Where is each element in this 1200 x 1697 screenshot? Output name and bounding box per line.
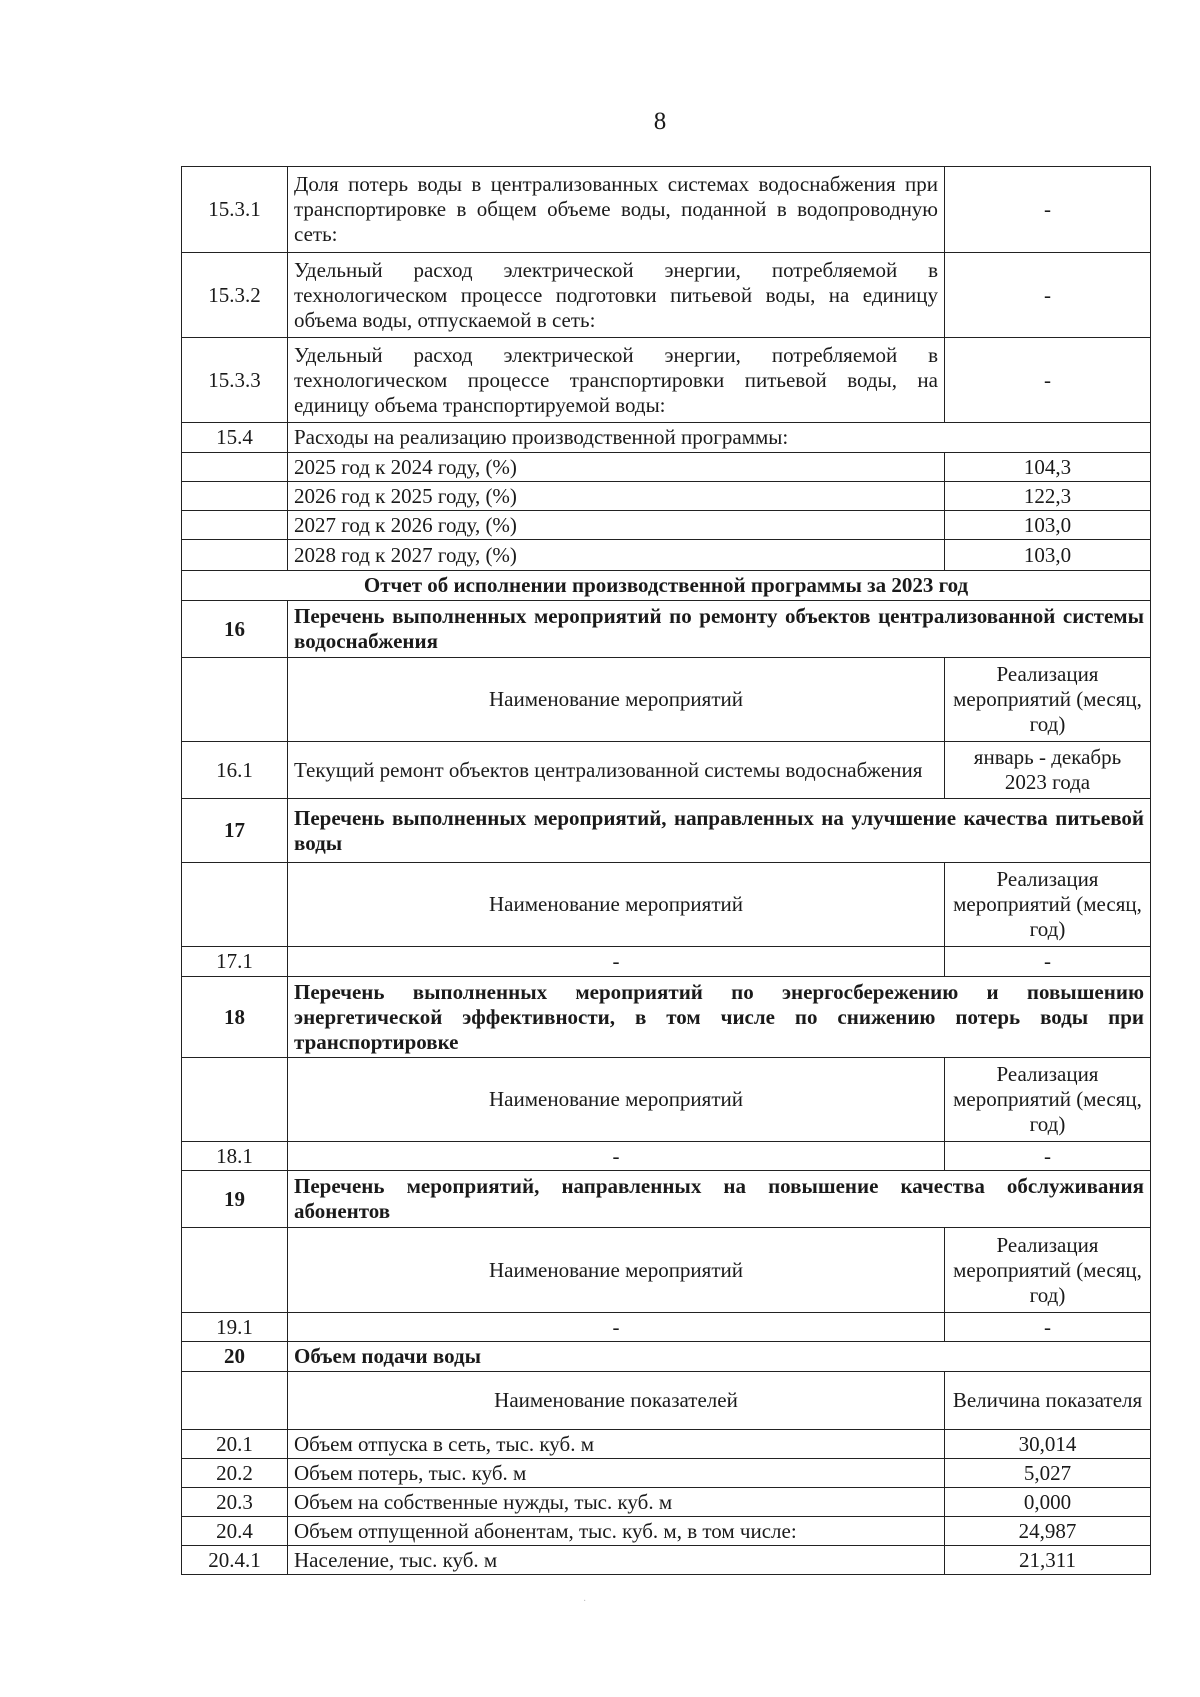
- row-value: 21,311: [945, 1546, 1151, 1575]
- table-row: [182, 658, 1151, 742]
- table-row: [182, 453, 1151, 482]
- table-row: [182, 1546, 1151, 1575]
- row-value: январь - декабрь 2023 года: [945, 742, 1151, 799]
- column-header-value: Реализация мероприятий (месяц, год): [945, 1058, 1151, 1142]
- row-value: 5,027: [945, 1459, 1151, 1488]
- row-number: 16: [182, 601, 288, 658]
- empty-cell: [182, 1058, 288, 1142]
- table-row: [182, 338, 1151, 423]
- table-row: [182, 423, 1151, 453]
- row-description: Доля потерь воды в централизованных системах водоснабжения при транспортировке в общем объеме воды, поданной в водопроводную сеть:: [288, 167, 945, 253]
- row-value: -: [945, 947, 1151, 977]
- row-description: -: [288, 947, 945, 977]
- column-header-value: Реализация мероприятий (месяц, год): [945, 1228, 1151, 1313]
- table-row: [182, 1488, 1151, 1517]
- row-number: 20.1: [182, 1430, 288, 1459]
- section-heading: Объем подачи воды: [288, 1342, 1151, 1372]
- table-row: [182, 1142, 1151, 1171]
- row-value: 24,987: [945, 1517, 1151, 1546]
- table-row: [182, 253, 1151, 338]
- page-number: 8: [653, 108, 667, 135]
- empty-cell: [182, 1228, 288, 1313]
- row-description: -: [288, 1142, 945, 1171]
- table-row: [182, 799, 1151, 863]
- row-value: 103,0: [945, 540, 1151, 571]
- row-number: 19: [182, 1171, 288, 1228]
- row-number: [182, 482, 288, 511]
- row-number: 15.3.2: [182, 253, 288, 338]
- column-header-value: Реализация мероприятий (месяц, год): [945, 658, 1151, 742]
- row-number: 18: [182, 977, 288, 1058]
- row-value: 122,3: [945, 482, 1151, 511]
- row-number: 20.4.1: [182, 1546, 288, 1575]
- row-number: [182, 453, 288, 482]
- table-row: [182, 482, 1151, 511]
- empty-cell: [182, 1372, 288, 1430]
- row-description: 2025 год к 2024 году, (%): [288, 453, 945, 482]
- table-row: [182, 511, 1151, 540]
- column-header-value: Реализация мероприятий (месяц, год): [945, 863, 1151, 947]
- row-number: 20: [182, 1342, 288, 1372]
- table-row: [182, 601, 1151, 658]
- table-row: [182, 1228, 1151, 1313]
- row-number: 20.3: [182, 1488, 288, 1517]
- row-number: 18.1: [182, 1142, 288, 1171]
- row-description: Текущий ремонт объектов централизованной системы водоснабжения: [288, 742, 945, 799]
- row-description: Объем на собственные нужды, тыс. куб. м: [288, 1488, 945, 1517]
- row-number: 17.1: [182, 947, 288, 977]
- row-number: 15.3.3: [182, 338, 288, 423]
- table-row: [182, 1313, 1151, 1342]
- table-row: [182, 1430, 1151, 1459]
- column-header-name: Наименование мероприятий: [288, 1228, 945, 1313]
- row-description: 2027 год к 2026 году, (%): [288, 511, 945, 540]
- column-header-name: Наименование мероприятий: [288, 658, 945, 742]
- row-number: 20.2: [182, 1459, 288, 1488]
- row-value: -: [945, 1142, 1151, 1171]
- table-row: [182, 742, 1151, 799]
- table-row: [182, 1342, 1151, 1372]
- table-row: [182, 167, 1151, 253]
- row-number: 19.1: [182, 1313, 288, 1342]
- row-number: 15.4: [182, 423, 288, 453]
- row-description: Удельный расход электрической энергии, потребляемой в технологическом процессе подготовки питьевой воды, на единицу объема воды, отпускаемой в сеть:: [288, 253, 945, 338]
- table-row: [182, 1171, 1151, 1228]
- column-header-name: Наименование мероприятий: [288, 1058, 945, 1142]
- table-body: [182, 167, 1151, 1575]
- row-number: [182, 540, 288, 571]
- section-title: Отчет об исполнении производственной программы за 2023 год: [182, 571, 1151, 601]
- table-row: [182, 1459, 1151, 1488]
- row-number: 20.4: [182, 1517, 288, 1546]
- table-row: [182, 540, 1151, 571]
- row-value: 0,000: [945, 1488, 1151, 1517]
- table-row: [182, 571, 1151, 601]
- empty-cell: [182, 863, 288, 947]
- section-heading: Перечень выполненных мероприятий по энергосбережению и повышению энергетической эффективности, в том числе по снижению потерь воды при транспортировке: [288, 977, 1151, 1058]
- scan-speck: ·: [583, 1596, 587, 1607]
- table-row: [182, 863, 1151, 947]
- row-value: 103,0: [945, 511, 1151, 540]
- row-value: 104,3: [945, 453, 1151, 482]
- row-description: 2028 год к 2027 году, (%): [288, 540, 945, 571]
- row-description: 2026 год к 2025 году, (%): [288, 482, 945, 511]
- column-header-name: Наименование показателей: [288, 1372, 945, 1430]
- row-value: -: [945, 1313, 1151, 1342]
- table-row: [182, 977, 1151, 1058]
- row-value: -: [945, 338, 1151, 423]
- row-description: Объем потерь, тыс. куб. м: [288, 1459, 945, 1488]
- row-value: -: [945, 167, 1151, 253]
- empty-cell: [182, 658, 288, 742]
- row-description: Население, тыс. куб. м: [288, 1546, 945, 1575]
- row-number: 17: [182, 799, 288, 863]
- row-value: 30,014: [945, 1430, 1151, 1459]
- section-heading: Расходы на реализацию производственной программы:: [288, 423, 1151, 453]
- row-number: 15.3.1: [182, 167, 288, 253]
- row-description: -: [288, 1313, 945, 1342]
- row-number: 16.1: [182, 742, 288, 799]
- column-header-value: Величина показателя: [945, 1372, 1151, 1430]
- column-header-name: Наименование мероприятий: [288, 863, 945, 947]
- row-description: Удельный расход электрической энергии, потребляемой в технологическом процессе транспортировки питьевой воды, на единицу объема транспортируемой воды:: [288, 338, 945, 423]
- row-value: -: [945, 253, 1151, 338]
- section-heading: Перечень выполненных мероприятий, направленных на улучшение качества питьевой воды: [288, 799, 1151, 863]
- row-description: Объем отпущенной абонентам, тыс. куб. м, в том числе:: [288, 1517, 945, 1546]
- row-description: Объем отпуска в сеть, тыс. куб. м: [288, 1430, 945, 1459]
- program-table: [181, 166, 1151, 1575]
- row-number: [182, 511, 288, 540]
- table-row: [182, 1517, 1151, 1546]
- section-heading: Перечень выполненных мероприятий по ремонту объектов централизованной системы водоснабжения: [288, 601, 1151, 658]
- table-row: [182, 1058, 1151, 1142]
- table-row: [182, 1372, 1151, 1430]
- table-row: [182, 947, 1151, 977]
- section-heading: Перечень мероприятий, направленных на повышение качества обслуживания абонентов: [288, 1171, 1151, 1228]
